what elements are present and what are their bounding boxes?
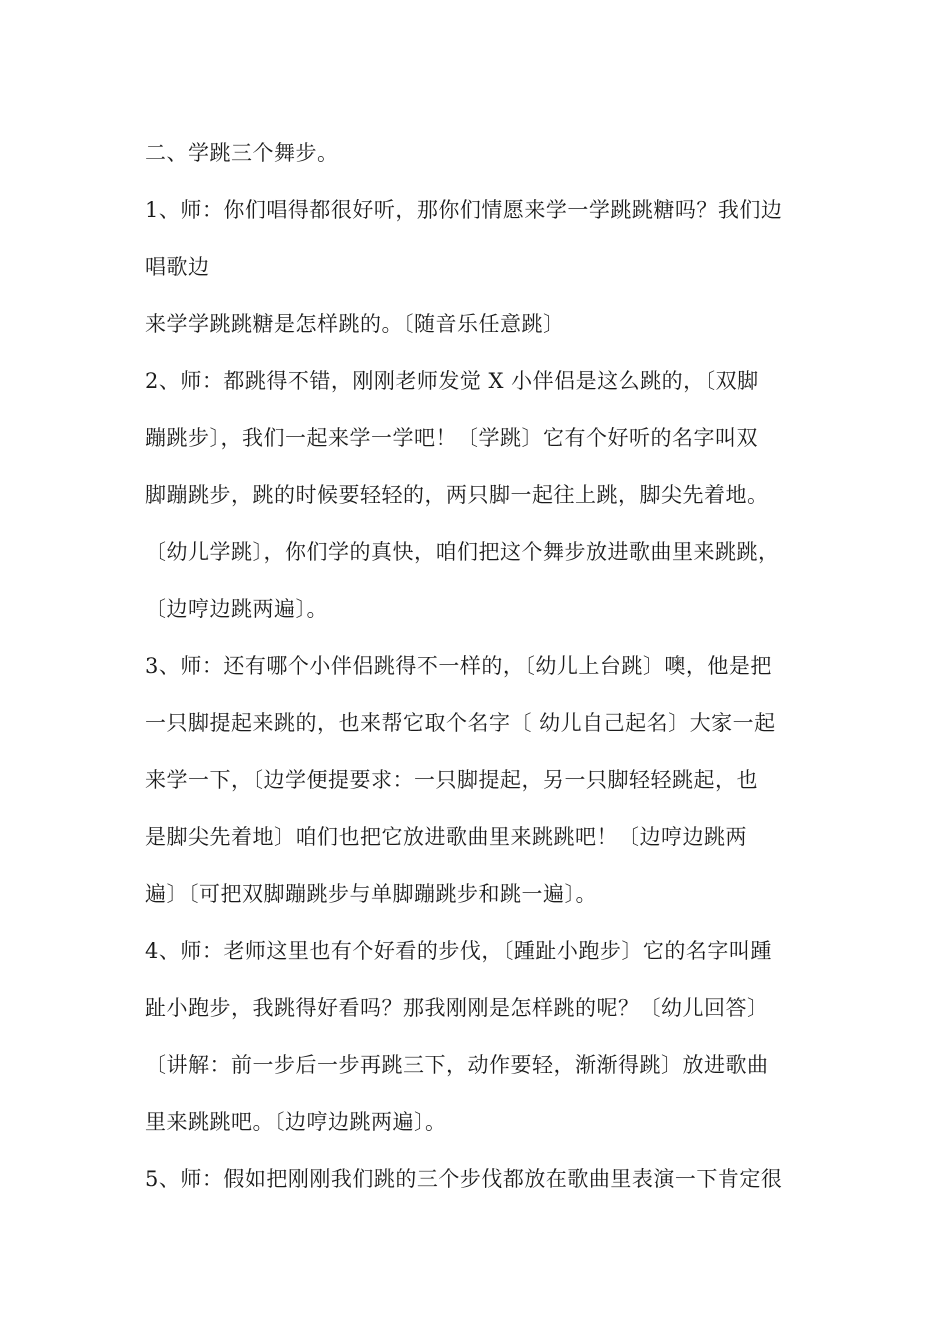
section-heading: 二、学跳三个舞步。: [145, 141, 339, 165]
text-line: 〔边哼边跳两遍〕。: [145, 597, 328, 621]
text-line: 趾小跑步，我跳得好看吗？那我刚刚是怎样跳的呢？〔幼儿回答〕: [145, 996, 769, 1020]
text-line: 蹦跳步〕，我们一起来学一学吧！〔学跳〕它有个好听的名字叫双: [145, 426, 758, 450]
text-line: 2、师：都跳得不错，刚刚老师发觉 X 小伴侣是这么跳的，〔双脚: [145, 369, 759, 393]
text-line: 来学一下，〔边学便提要求：一只脚提起，另一只脚轻轻跳起，也: [145, 768, 758, 792]
text-line: 脚蹦跳步，跳的时候要轻轻的，两只脚一起往上跳，脚尖先着地。: [145, 483, 769, 507]
text-line: 遍〕〔可把双脚蹦跳步与单脚蹦跳步和跳一遍〕。: [145, 882, 597, 906]
text-line: 1、师：你们唱得都很好听，那你们情愿来学一学跳跳糖吗？我们边: [145, 198, 783, 222]
text-line: 〔幼儿学跳〕，你们学的真快，咱们把这个舞步放进歌曲里来跳跳，: [145, 540, 780, 564]
text-line: 是脚尖先着地〕咱们也把它放进歌曲里来跳跳吧！〔边哼边跳两: [145, 825, 747, 849]
text-line: 来学学跳跳糖是怎样跳的。〔随音乐任意跳〕: [145, 312, 565, 336]
text-line: 一只脚提起来跳的，也来帮它取个名字〔 幼儿自己起名〕大家一起: [145, 711, 776, 735]
text-line: 里来跳跳吧。〔边哼边跳两遍〕。: [145, 1110, 447, 1134]
text-line: 4、师：老师这里也有个好看的步伐，〔踵趾小跑步〕它的名字叫踵: [145, 939, 772, 963]
text-line: 唱歌边: [145, 255, 210, 279]
text-line: 5、师：假如把刚刚我们跳的三个步伐都放在歌曲里表演一下肯定很: [145, 1167, 783, 1191]
text-line: 〔讲解：前一步后一步再跳三下，动作要轻，渐渐得跳〕放进歌曲: [145, 1053, 769, 1077]
text-line: 3、师：还有哪个小伴侣跳得不一样的，〔幼儿上台跳〕噢，他是把: [145, 654, 772, 678]
